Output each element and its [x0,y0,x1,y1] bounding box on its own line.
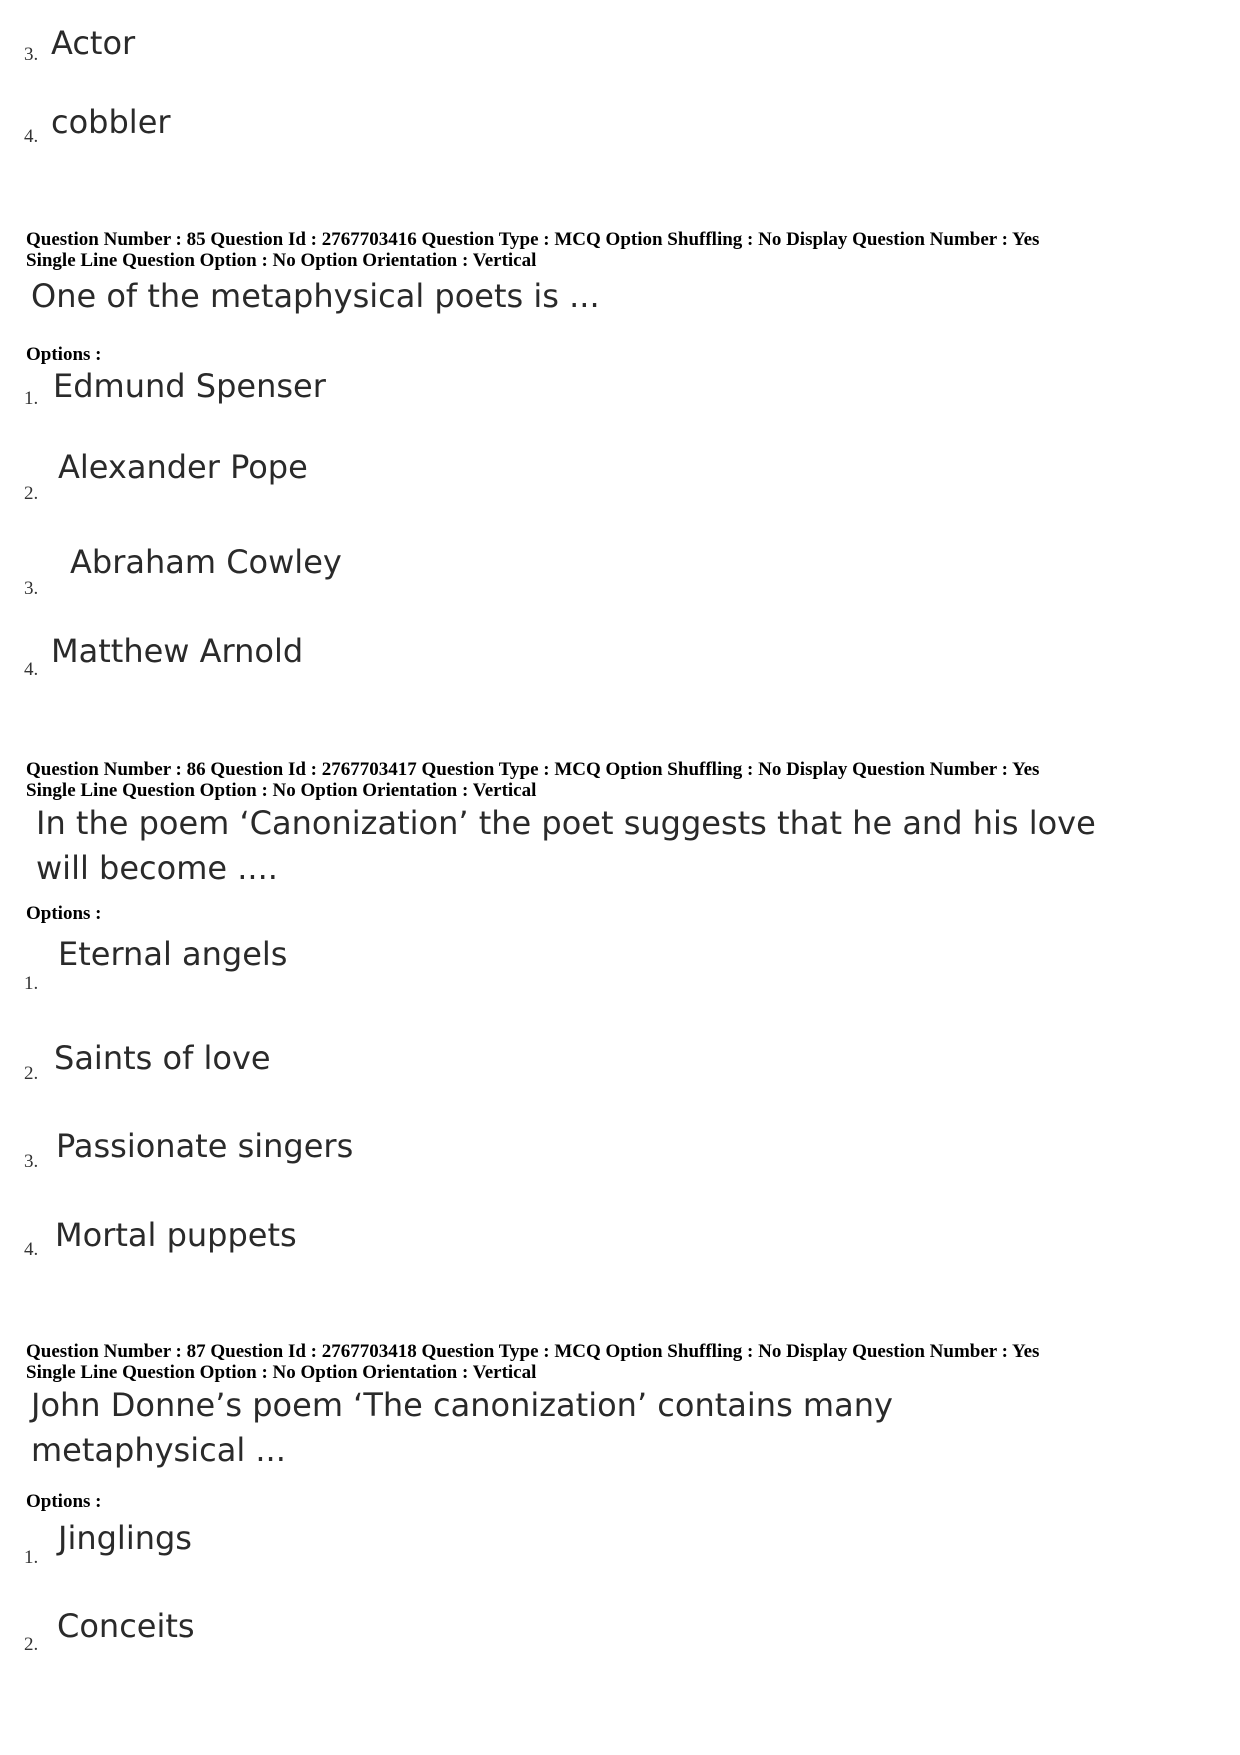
option-text: Conceits [57,1607,195,1645]
option-text: Edmund Spenser [53,367,326,405]
question-text-line: In the poem ‘Canonization’ the poet suggests that he and his love [36,804,1096,842]
option-number: 1. [24,1547,39,1568]
question-meta-line1: Question Number : 85 Question Id : 2767703416 Question Type : MCQ Option Shuffling : No Display Question Number : Yes [26,229,1040,250]
option-text: Matthew Arnold [51,632,304,670]
options-label: Options : [26,344,102,365]
question-meta-line2: Single Line Question Option : No Option Orientation : Vertical [26,780,537,801]
option-text: Jinglings [58,1519,192,1557]
option-text: Abraham Cowley [70,543,342,581]
question-text-line: One of the metaphysical poets is ... [31,277,600,315]
option-text: Actor [51,24,136,62]
options-label: Options : [26,903,102,924]
question-meta-line2: Single Line Question Option : No Option Orientation : Vertical [26,250,537,271]
option-number: 2. [24,1634,39,1655]
option-text: Passionate singers [56,1127,354,1165]
option-number: 4. [24,126,39,147]
option-text: Alexander Pope [58,448,308,486]
option-number: 3. [24,578,39,599]
option-text: Mortal puppets [55,1216,297,1254]
option-number: 4. [24,659,39,680]
option-text: Eternal angels [58,935,288,973]
option-number: 3. [24,44,39,65]
option-number: 2. [24,483,39,504]
option-number: 1. [24,973,39,994]
question-text-line: metaphysical ... [31,1431,286,1469]
option-number: 4. [24,1239,39,1260]
option-text: Saints of love [54,1039,271,1077]
option-text: cobbler [51,103,171,141]
option-number: 2. [24,1063,39,1084]
options-label: Options : [26,1491,102,1512]
question-text-line: will become .... [36,849,278,887]
option-number: 3. [24,1151,39,1172]
question-meta-line1: Question Number : 86 Question Id : 2767703417 Question Type : MCQ Option Shuffling : No Display Question Number : Yes [26,759,1040,780]
question-meta-line2: Single Line Question Option : No Option Orientation : Vertical [26,1362,537,1383]
question-text-line: John Donne’s poem ‘The canonization’ contains many [31,1386,893,1424]
option-number: 1. [24,388,39,409]
question-meta-line1: Question Number : 87 Question Id : 2767703418 Question Type : MCQ Option Shuffling : No Display Question Number : Yes [26,1341,1040,1362]
